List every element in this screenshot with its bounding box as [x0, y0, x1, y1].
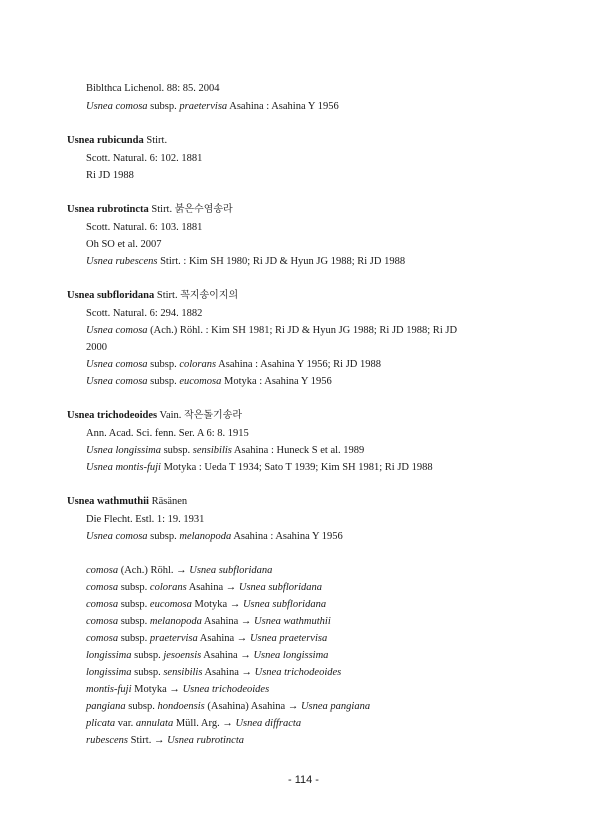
- index-entry: plicata var. annulata Müll. Arg. → Usnea diffracta: [86, 718, 302, 729]
- reference-line: Ri JD 1988: [86, 170, 134, 181]
- reference-line: Ann. Acad. Sci. fenn. Ser. A 6: 8. 1915: [86, 428, 249, 439]
- reference-line: Scott. Natural. 6: 294. 1882: [86, 308, 203, 319]
- synonym-line: Usnea rubescens Stirt. : Kim SH 1980; Ri JD & Hyun JG 1988; Ri JD 1988: [86, 256, 406, 267]
- synonym-line: Usnea montis-fuji Motyka : Ueda T 1934; Sato T 1939; Kim SH 1981; Ri JD 1988: [86, 462, 433, 473]
- index-entry: longissima subsp. jesoensis Asahina → Usnea longissima: [86, 650, 329, 661]
- synonym-line: Usnea comosa subsp. melanopoda Asahina : Asahina Y 1956: [86, 531, 343, 542]
- synonym-line: Usnea comosa subsp. eucomosa Motyka : Asahina Y 1956: [86, 376, 332, 387]
- reference-line: Biblthca Lichenol. 88: 85. 2004: [86, 83, 220, 94]
- index-entry: pangiana subsp. hondoensis (Asahina) Asahina → Usnea pangiana: [86, 701, 371, 712]
- synonym-continuation: 2000: [86, 342, 107, 353]
- index-entry: comosa (Ach.) Röhl. → Usnea subfloridana: [86, 565, 273, 576]
- species-heading: Usnea rubrotincta Stirt. 붉은수염송라: [67, 204, 233, 215]
- index-entry: comosa subsp. melanopoda Asahina → Usnea wathmuthii: [86, 616, 331, 627]
- synonym-line: Usnea comosa subsp. praetervisa Asahina : Asahina Y 1956: [86, 101, 339, 112]
- reference-line: Oh SO et al. 2007: [86, 239, 162, 250]
- page-number: - 114 -: [288, 774, 319, 786]
- index-entry: comosa subsp. colorans Asahina → Usnea subfloridana: [86, 582, 322, 593]
- species-heading: Usnea rubicunda Stirt.: [67, 135, 168, 146]
- index-entry: montis-fuji Motyka → Usnea trichodeoides: [86, 684, 270, 695]
- synonym-line: Usnea comosa subsp. colorans Asahina : Asahina Y 1956; Ri JD 1988: [86, 359, 381, 370]
- reference-line: Die Flecht. Estl. 1: 19. 1931: [86, 514, 205, 525]
- index-entry: rubescens Stirt. → Usnea rubrotincta: [86, 735, 244, 746]
- species-heading: Usnea trichodeoides Vain. 작은돌기송라: [67, 410, 243, 421]
- species-heading: Usnea wathmuthii Räsänen: [67, 496, 188, 507]
- reference-line: Scott. Natural. 6: 103. 1881: [86, 222, 203, 233]
- index-entry: comosa subsp. praetervisa Asahina → Usnea praetervisa: [86, 633, 328, 644]
- synonym-line: Usnea comosa (Ach.) Röhl. : Kim SH 1981; Ri JD & Hyun JG 1988; Ri JD 1988; Ri JD: [86, 325, 458, 336]
- reference-line: Scott. Natural. 6: 102. 1881: [86, 153, 203, 164]
- index-entry: comosa subsp. eucomosa Motyka → Usnea subfloridana: [86, 599, 327, 610]
- species-heading: Usnea subfloridana Stirt. 꼭지송이지의: [67, 290, 239, 301]
- synonym-line: Usnea longissima subsp. sensibilis Asahina : Huneck S et al. 1989: [86, 445, 365, 456]
- index-entry: longissima subsp. sensibilis Asahina → Usnea trichodeoides: [86, 667, 342, 678]
